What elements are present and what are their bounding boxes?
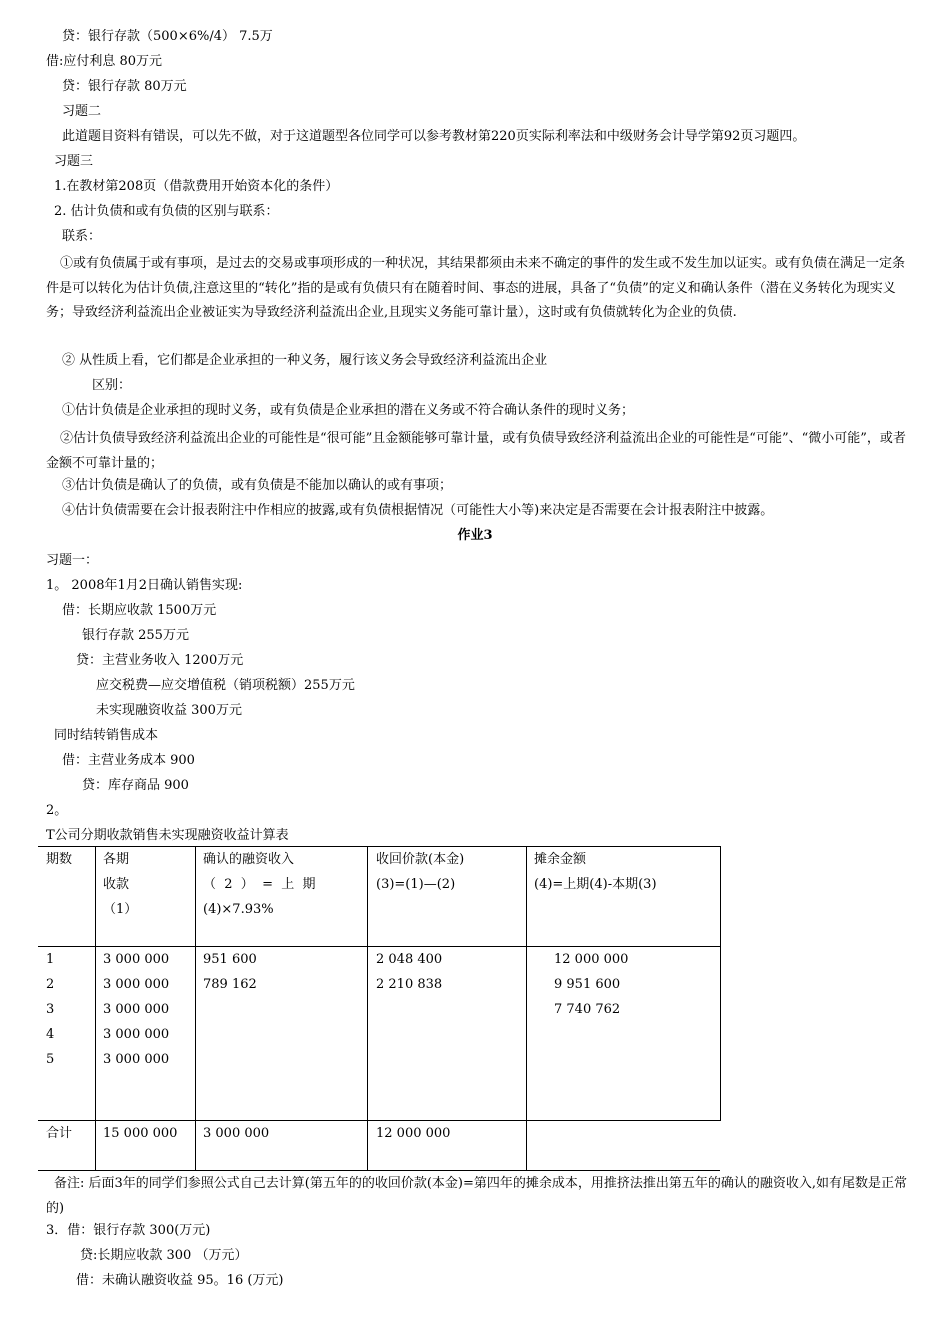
- table-cell: 1: [46, 952, 55, 967]
- exercise-3-heading: 习题三: [54, 154, 94, 169]
- hw3-entry-5: 未实现融资收益 300万元: [96, 703, 242, 718]
- header-finance-income: 确认的融资收入: [203, 852, 295, 867]
- table-col-divider-1: [95, 846, 96, 1171]
- hw3-entry-1: 借：长期应收款 1500万元: [62, 603, 217, 618]
- hw3-entry-4: 应交税费—应交增值税（销项税额）255万元: [96, 678, 355, 693]
- header-collection: 各期: [103, 852, 130, 867]
- table-bottom-border: [38, 1170, 720, 1171]
- total-finance-income: 3 000 000: [203, 1126, 270, 1141]
- header-principal: (3)=(1)—(2): [376, 877, 456, 892]
- table-col-divider-4: [526, 846, 527, 1171]
- relation-paragraph-2: ② 从性质上看，它们都是企业承担的一种义务，履行该义务会导致经济利益流出企业: [62, 353, 548, 368]
- hw3-question-1: 1。 2008年1月2日确认销售实现:: [46, 578, 243, 593]
- header-finance-income: （ 2 ） = 上 期: [203, 877, 316, 892]
- table-cell: 3: [46, 1002, 55, 1017]
- table-cell: 3 000 000: [103, 1052, 170, 1067]
- table-cell: 4: [46, 1027, 55, 1042]
- table-cell: 12 000 000: [554, 952, 629, 967]
- question-3-entry-2: 贷:长期应收款 300 （万元）: [80, 1248, 248, 1263]
- table-cell: 2 210 838: [376, 977, 443, 992]
- table-cell: 3 000 000: [103, 952, 170, 967]
- relation-paragraph-1: ①或有负债属于或有事项，是过去的交易或事项形成的一种状况，其结果都须由未来不确定的事件的发生或不发生加以证实。或有负债在满足一定条件是可以转化为估计负债,注意这里的“转化”指的是或有负债只有在随着时间、事态的进展，具备了“负债”的定义和确认条件（潜在义务转化为现实义务；导致经济利益流出企业被证实为导致经济利益流出企业,且现实义务能可靠计量），这时或有负债就转化为企业的负债.: [46, 256, 906, 320]
- table-note: 备注: 后面3年的同学们参照公式自己去计算(第五年的的收回价款(本金)=第四年的摊余成本，用推挤法推出第五年的确认的融资收入,如有尾数是正常的): [46, 1176, 908, 1216]
- table-cell: 2 048 400: [376, 952, 443, 967]
- table-cell: 3 000 000: [103, 977, 170, 992]
- difference-2: ②估计负债导致经济利益流出企业的可能性是“很可能”且金额能够可靠计量，或有负债导致经济利益流出企业的可能性是“可能”、“微小可能”，或者金额不可靠计量的；: [46, 431, 906, 471]
- total-principal: 12 000 000: [376, 1126, 451, 1141]
- total-collection: 15 000 000: [103, 1126, 178, 1141]
- entry-debit-interest: 借:应付利息 80万元: [46, 54, 163, 69]
- header-period: 期数: [46, 852, 73, 867]
- hw3-entry-2: 银行存款 255万元: [82, 628, 189, 643]
- table-cell: 951 600: [203, 952, 257, 967]
- header-collection: 收款: [103, 877, 130, 892]
- table-cell: 2: [46, 977, 55, 992]
- exercise-2-heading: 习题二: [62, 104, 102, 119]
- difference-label: 区别：: [92, 378, 132, 393]
- table-title: T公司分期收款销售未实现融资收益计算表: [46, 828, 289, 843]
- table-cell: 789 162: [203, 977, 257, 992]
- table-cell: 5: [46, 1052, 55, 1067]
- exercise-3-item-1: 1.在教材第208页（借款费用开始资本化的条件）: [54, 179, 339, 194]
- homework-3-title: 作业3: [457, 528, 493, 543]
- table-cell: 3 000 000: [103, 1027, 170, 1042]
- hw3-question-2: 2。: [46, 803, 68, 818]
- table-col-divider-3: [367, 846, 368, 1171]
- header-amortized: 摊余金额: [534, 852, 587, 867]
- hw3-entry-3: 贷：主营业务收入 1200万元: [76, 653, 244, 668]
- header-finance-income: (4)×7.93%: [203, 902, 274, 917]
- difference-4: ④估计负债需要在会计报表附注中作相应的披露,或有负债根据情况（可能性大小等)来决定是否需要在会计报表附注中披露。: [62, 503, 774, 518]
- question-3-entry-3: 借：未确认融资收益 95。16 (万元): [76, 1273, 284, 1288]
- header-amortized: (4)=上期(4)-本期(3): [534, 877, 657, 892]
- table-col-divider-2: [195, 846, 196, 1171]
- difference-3: ③估计负债是确认了的负债，或有负债是不能加以确认的或有事项；: [62, 478, 453, 493]
- table-cell: 7 740 762: [554, 1002, 621, 1017]
- hw3-entry-8: 贷：库存商品 900: [82, 778, 189, 793]
- hw3-entry-6: 同时结转销售成本: [54, 728, 159, 743]
- table-cell: 9 951 600: [554, 977, 621, 992]
- table-cell: 3 000 000: [103, 1002, 170, 1017]
- exercise-3-item-2: 2. 估计负债和或有负债的区别与联系：: [54, 204, 279, 219]
- entry-credit-bank: 贷：银行存款（500×6%/4） 7.5万: [62, 29, 273, 44]
- difference-1: ①估计负债是企业承担的现时义务，或有负债是企业承担的潜在义务或不符合确认条件的现时义务；: [62, 403, 635, 418]
- header-principal: 收回价款(本金): [376, 852, 465, 867]
- hw3-exercise-1-heading: 习题一：: [46, 553, 99, 568]
- exercise-2-text: 此道题目资料有错误，可以先不做，对于这道题型各位同学可以参考教材第220页实际利率法和中级财务会计导学第92页习题四。: [62, 129, 806, 144]
- table-right-border: [720, 846, 721, 1121]
- entry-credit-bank-2: 贷：银行存款 80万元: [62, 79, 187, 94]
- total-label: 合计: [46, 1126, 73, 1141]
- relation-label: 联系：: [62, 229, 102, 244]
- header-collection: （1）: [103, 902, 138, 917]
- question-3-entry-1: 3．借：银行存款 300(万元): [46, 1223, 211, 1238]
- hw3-entry-7: 借：主营业务成本 900: [62, 753, 195, 768]
